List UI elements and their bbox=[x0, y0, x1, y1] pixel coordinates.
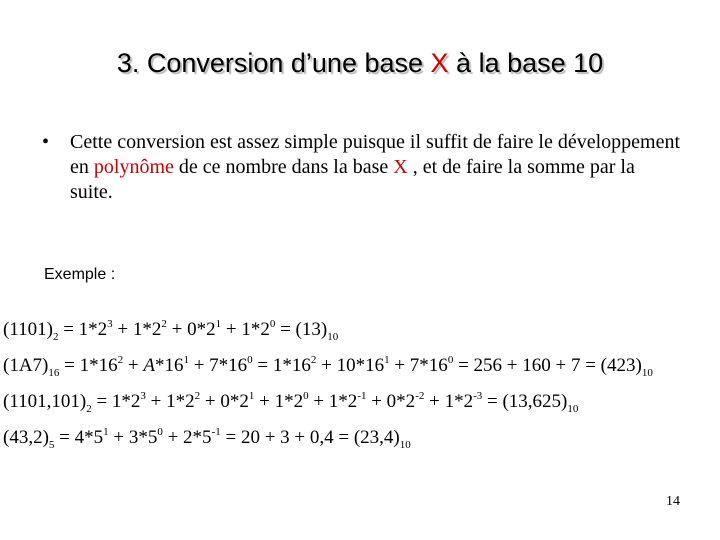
formula-subscript: 2 bbox=[86, 403, 92, 415]
formula-exponent: 2 bbox=[194, 390, 201, 402]
formula-subscript: 2 bbox=[52, 331, 59, 343]
formula-exponent: 2 bbox=[161, 318, 167, 330]
formula-exponent: -1 bbox=[357, 390, 367, 402]
formula-segment: = 1*2 bbox=[91, 391, 141, 412]
formula-segment: = 256 + 160 + 7 = (423) bbox=[453, 355, 642, 376]
formula-subscript: 10 bbox=[399, 439, 411, 451]
formula-segment: = 4*5 bbox=[54, 427, 104, 448]
formula-segment: + 3*5 bbox=[108, 427, 158, 448]
formula-segment: = (13,625) bbox=[482, 391, 568, 412]
formula-exponent: 0 bbox=[303, 390, 309, 402]
formula-exponent: 3 bbox=[107, 318, 113, 330]
formula-exponent: 1 bbox=[248, 390, 255, 402]
formula-segment: (1A7) bbox=[3, 355, 49, 376]
formula-exponent: 1 bbox=[215, 318, 222, 330]
formula-segment: + 10*16 bbox=[316, 355, 385, 376]
formula-exponent: 1 bbox=[183, 354, 189, 366]
formula-segment: + 1*2 bbox=[424, 391, 474, 412]
formula-segment: A bbox=[143, 355, 155, 376]
bullet-text bbox=[70, 130, 682, 205]
formula-exponent: 1 bbox=[103, 426, 109, 438]
formula-segment: = 1*2 bbox=[58, 319, 108, 340]
highlight-base-x: X bbox=[393, 156, 408, 178]
formula-exponent: 0 bbox=[447, 354, 454, 366]
formula-line bbox=[3, 354, 653, 379]
formula-segment: = 20 + 3 + 0,4 = (23,4) bbox=[220, 427, 400, 448]
formula-segment: + 1*2 bbox=[221, 319, 270, 340]
formula-segment: (1101) bbox=[3, 319, 53, 340]
formula-segment: + 1*2 bbox=[308, 391, 358, 412]
formula-subscript: 10 bbox=[567, 403, 579, 415]
formula-exponent: -3 bbox=[473, 390, 483, 402]
formula-exponent: 2 bbox=[117, 354, 124, 366]
formula-subscript: 5 bbox=[48, 439, 55, 451]
example-label: Exemple : bbox=[44, 266, 116, 283]
formula-segment: = (13) bbox=[275, 319, 328, 340]
formula-segment: + 2*5 bbox=[162, 427, 212, 448]
formula-line bbox=[3, 426, 411, 451]
formula-subscript: 16 bbox=[48, 367, 60, 379]
formula-segment: + 7*16 bbox=[188, 355, 248, 376]
title-base-variable: X bbox=[430, 48, 449, 78]
bullet-text-part: Cette conversion est assez simple puisque il suffit de faire le développement en bbox=[70, 131, 681, 178]
page-number: 14 bbox=[666, 494, 680, 509]
formula-exponent: -2 bbox=[415, 390, 425, 402]
formula-segment: + 1*2 bbox=[145, 391, 195, 412]
formula-segment: (43,2) bbox=[3, 427, 49, 448]
formula-segment: + 1*2 bbox=[112, 319, 162, 340]
bullet-paragraph bbox=[42, 130, 682, 205]
formula-subscript: 10 bbox=[641, 367, 653, 379]
formula-segment: + 0*2 bbox=[200, 391, 249, 412]
title-text-start: 3. Conversion d’une base bbox=[116, 48, 431, 78]
formula-subscript: 10 bbox=[327, 331, 339, 343]
slide-title bbox=[0, 48, 720, 79]
formula-exponent: 3 bbox=[140, 390, 146, 402]
formula-segment: + 0*2 bbox=[166, 319, 216, 340]
title-text-end: à la base 10 bbox=[448, 48, 604, 78]
formula-segment: (1101,101) bbox=[3, 391, 87, 412]
formula-segment: *16 bbox=[154, 355, 184, 376]
bullet-text-part: de ce nombre dans la base bbox=[173, 156, 394, 178]
bullet-text-part: , et de faire la somme par la suite. bbox=[70, 156, 635, 203]
formula-exponent: 0 bbox=[157, 426, 163, 438]
formula-segment: + bbox=[123, 355, 144, 376]
formula-exponent: 1 bbox=[384, 354, 390, 366]
highlight-polynome: polynôme bbox=[93, 156, 174, 178]
formula-exponent: 0 bbox=[269, 318, 276, 330]
formula-segment: = 1*16 bbox=[252, 355, 311, 376]
formula-segment: + 7*16 bbox=[389, 355, 448, 376]
formula-line bbox=[3, 390, 578, 415]
formula-line bbox=[3, 318, 338, 343]
formula-exponent: 0 bbox=[247, 354, 253, 366]
bullet-dot-icon: • bbox=[42, 131, 50, 153]
formula-segment: + 0*2 bbox=[366, 391, 416, 412]
formula-segment: = 1*16 bbox=[59, 355, 118, 376]
formula-exponent: 2 bbox=[310, 354, 317, 366]
formula-segment: + 1*2 bbox=[254, 391, 304, 412]
formula-exponent: -1 bbox=[211, 426, 221, 438]
